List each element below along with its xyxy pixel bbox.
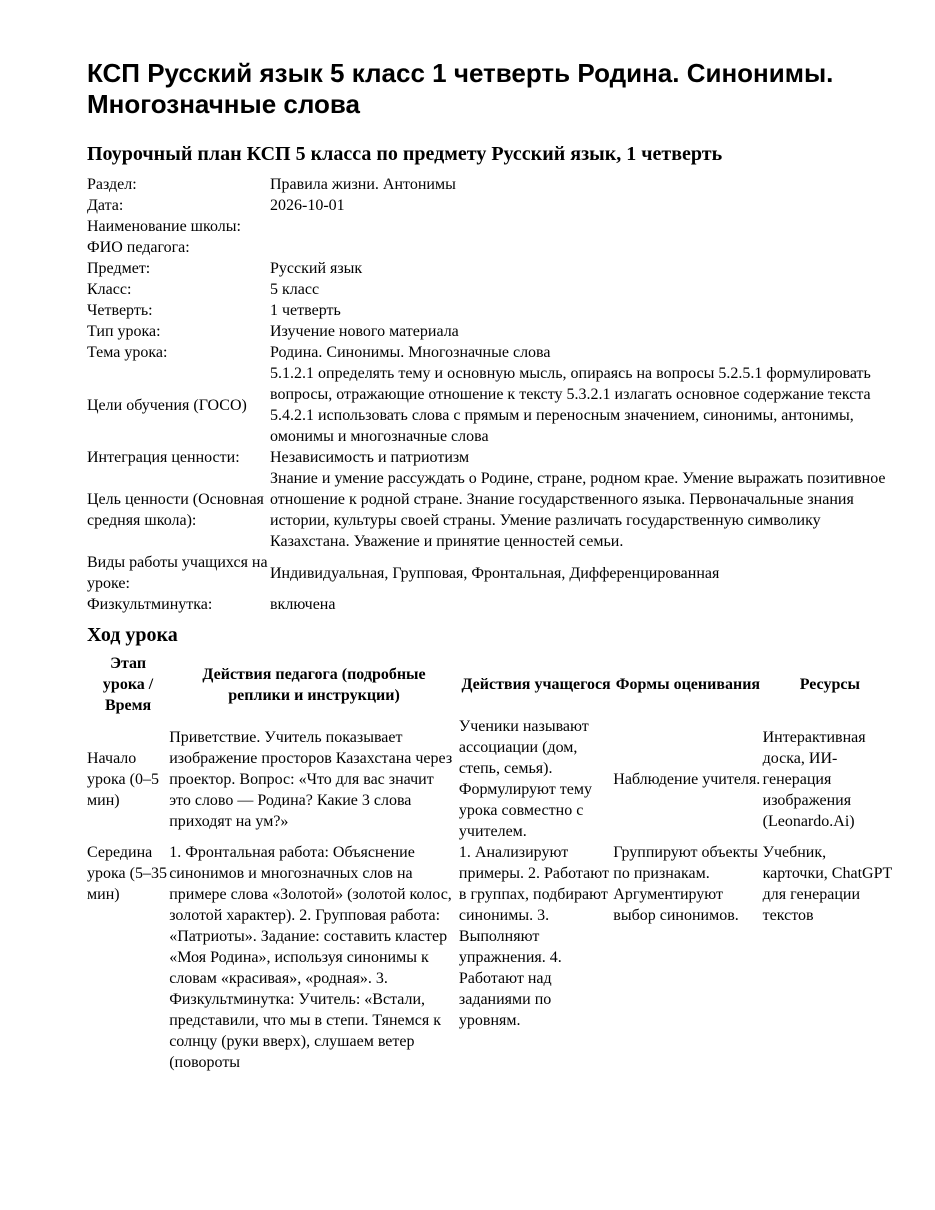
info-value: Индивидуальная, Групповая, Фронтальная, Дифференцированная [270, 564, 720, 582]
info-row [87, 258, 897, 279]
table-row [87, 716, 897, 842]
header-resources: Ресурсы [799, 676, 860, 693]
info-label: Цели обучения (ГОСО) [87, 396, 247, 414]
info-row [87, 321, 897, 342]
header-stage: Этап урока / Время [102, 655, 154, 714]
info-label: Наименование школы: [87, 218, 241, 235]
cell-resources: Учебник, карточки, ChatGPT для генерации текстов [762, 844, 892, 924]
info-value: Знание и умение рассуждать о Родине, стране, родном крае. Умение выражать позитивное отношение к родной стране. Знание государственного языка. Первоначальные знания истории, культуры своей страны. Умение различать государственную символику Казахстана. Уважение и принятие ценностей семьи. [270, 470, 886, 550]
info-label: Тема урока: [87, 344, 168, 361]
info-row [87, 174, 897, 195]
cell-assessment: Группируют объекты по признакам. Аргументируют выбор синонимов. [613, 844, 758, 924]
info-row [87, 216, 897, 237]
info-label: Раздел: [87, 176, 137, 193]
info-row [87, 300, 897, 321]
info-label: Интеграция ценности: [87, 449, 240, 466]
info-value: Родина. Синонимы. Многозначные слова [270, 344, 551, 361]
cell-stage: Начало урока (0–5 мин) [87, 749, 159, 809]
cell-student: Ученики называют ассоциации (дом, степь, семья). Формулируют тему урока совместно с учителем. [458, 718, 592, 840]
info-row [87, 342, 897, 363]
info-row [87, 594, 897, 615]
cell-teacher: 1. Фронтальная работа: Объяснение синонимов и многозначных слов на примере слова «Золотой» (золотой колос, золотой характер). 2. Групповая работа: «Патриоты». Задание: составить кластер «Моя Родина», используя синонимы к словам «красивая», «родная». 3. Физкультминутка: Учитель: «Встали, представили, что мы в степи. Тянемся к солнцу (руки вверх), слушаем ветер (повороты [169, 844, 452, 1071]
info-label: Виды работы учащихся на уроке: [87, 554, 268, 592]
info-value: 2026-10-01 [270, 197, 345, 214]
document-subtitle: Поурочный план КСП 5 класса по предмету Русский язык, 1 четверть [87, 143, 723, 165]
info-value: Русский язык [270, 260, 363, 277]
info-label: Цель ценности (Основная средняя школа): [87, 491, 264, 529]
info-value [270, 237, 897, 258]
document-page [87, 58, 897, 1073]
cell-resources: Интерактивная доска, ИИ-генерация изображения (Leonardo.Ai) [762, 728, 866, 830]
info-label: Тип урока: [87, 323, 161, 340]
document-title: КСП Русский язык 5 класс 1 четверть Родина. Синонимы. Многозначные слова [87, 58, 834, 119]
info-label: Класс: [87, 281, 132, 298]
info-row [87, 363, 897, 447]
header-teacher: Действия педагога (подробные реплики и инструкции) [202, 665, 426, 704]
info-label: Дата: [87, 197, 124, 214]
info-row [87, 447, 897, 468]
info-label: Физкультминутка: [87, 596, 213, 613]
cell-teacher: Приветствие. Учитель показывает изображение просторов Казахстана через проектор. Вопрос: «Что для вас значит это слово — Родина? Какие 3 слова приходят на ум?» [169, 728, 453, 830]
info-row [87, 468, 897, 552]
info-value [270, 216, 897, 237]
header-student: Действия учащегося [461, 676, 611, 693]
lesson-info-table [87, 174, 897, 615]
cell-student: 1. Анализируют примеры. 2. Работают в группах, подбирают синонимы. 3. Выполняют упражнения. 4. Работают над заданиями по уровням. [458, 844, 609, 1029]
info-value: 5 класс [270, 281, 320, 298]
info-value: Независимость и патриотизм [270, 449, 470, 466]
lesson-flow-table [87, 653, 897, 1073]
header-assessment: Формы оценивания [615, 676, 761, 693]
info-row [87, 195, 897, 216]
info-label: Четверть: [87, 302, 153, 319]
info-value: 5.1.2.1 определять тему и основную мысль, опираясь на вопросы 5.2.5.1 формулировать вопросы, отражающие отношение к тексту 5.3.2.1 излагать основное содержание текста 5.4.2.1 использовать слова с прямым и переносным значением, синонимы, антонимы, омонимы и многозначные слова [270, 365, 871, 445]
info-label: Предмет: [87, 260, 151, 277]
table-row [87, 842, 897, 1073]
info-value: включена [270, 596, 336, 613]
cell-stage: Середина урока (5–35 мин) [87, 844, 167, 903]
info-label: ФИО педагога: [87, 239, 190, 256]
table-header-row [87, 653, 897, 716]
info-value: 1 четверть [270, 302, 341, 319]
info-row [87, 237, 897, 258]
info-row [87, 552, 897, 594]
info-value: Правила жизни. Антонимы [270, 176, 456, 193]
info-value: Изучение нового материала [270, 323, 459, 340]
cell-assessment: Наблюдение учителя. [613, 770, 761, 788]
lesson-heading: Ход урока [87, 624, 178, 646]
info-row [87, 279, 897, 300]
